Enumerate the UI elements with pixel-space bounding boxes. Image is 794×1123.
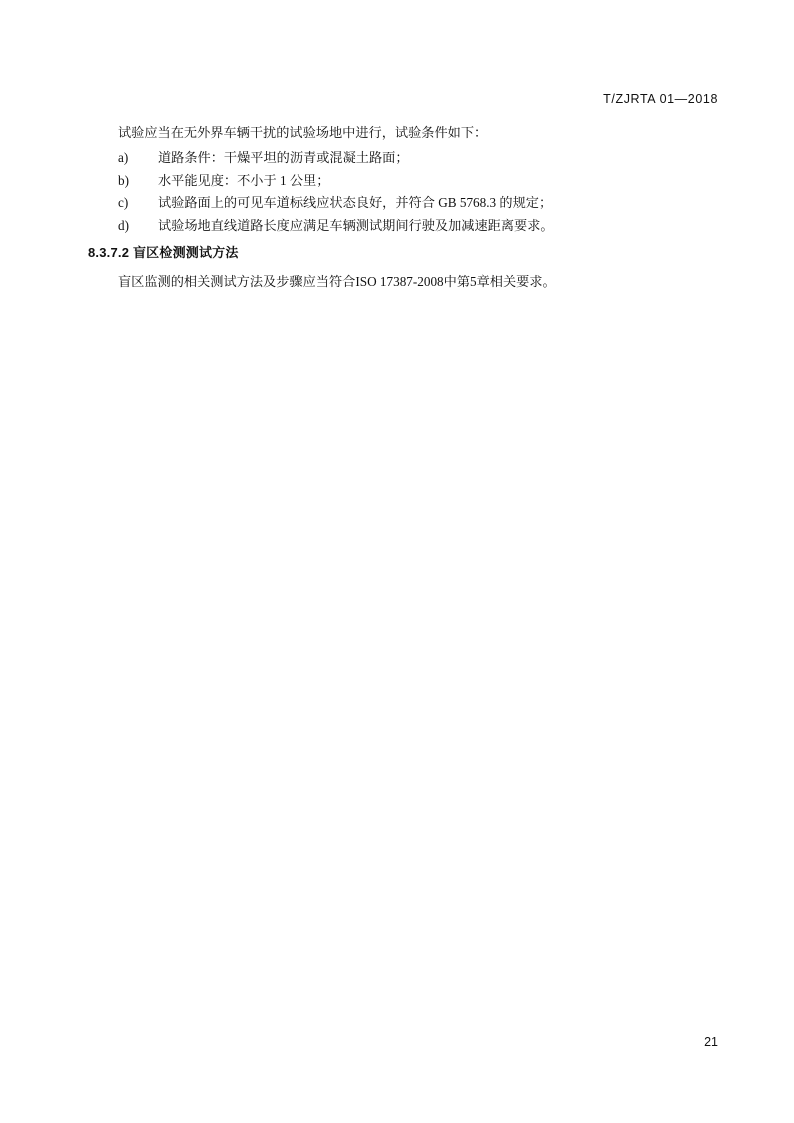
list-item: [118, 170, 718, 193]
list-item-text: 水平能见度：不小于 1 公里；: [158, 172, 330, 188]
running-head-standard-number: T/ZJRTA 01—2018: [603, 92, 718, 106]
clause-paragraph: 盲区监测的相关测试方法及步骤应当符合ISO 17387-2008中第5章相关要求。: [118, 274, 556, 289]
list-item-marker: c): [118, 195, 129, 210]
list-item-text: 道路条件：干燥平坦的沥青或混凝土路面；: [158, 150, 409, 165]
list-item-text: 试验场地直线道路长度应满足车辆测试期间行驶及加减速距离要求。: [158, 217, 554, 233]
page-number: 21: [704, 1035, 718, 1049]
list-item-marker: d): [118, 217, 129, 233]
clause-heading: 8.3.7.2 盲区检测测试方法: [88, 245, 239, 260]
intro-paragraph: 试验应当在无外界车辆干扰的试验场地中进行，试验条件如下：: [118, 125, 488, 140]
list-item-marker: a): [118, 150, 129, 165]
list-item-marker: b): [118, 172, 129, 188]
body-content: [118, 122, 718, 237]
test-conditions-list: [118, 147, 718, 237]
list-item: [118, 192, 718, 215]
list-item-text: 试验路面上的可见车道标线应状态良好，并符合 GB 5768.3 的规定；: [158, 195, 553, 210]
list-item: [118, 147, 718, 170]
list-item: [118, 215, 718, 238]
